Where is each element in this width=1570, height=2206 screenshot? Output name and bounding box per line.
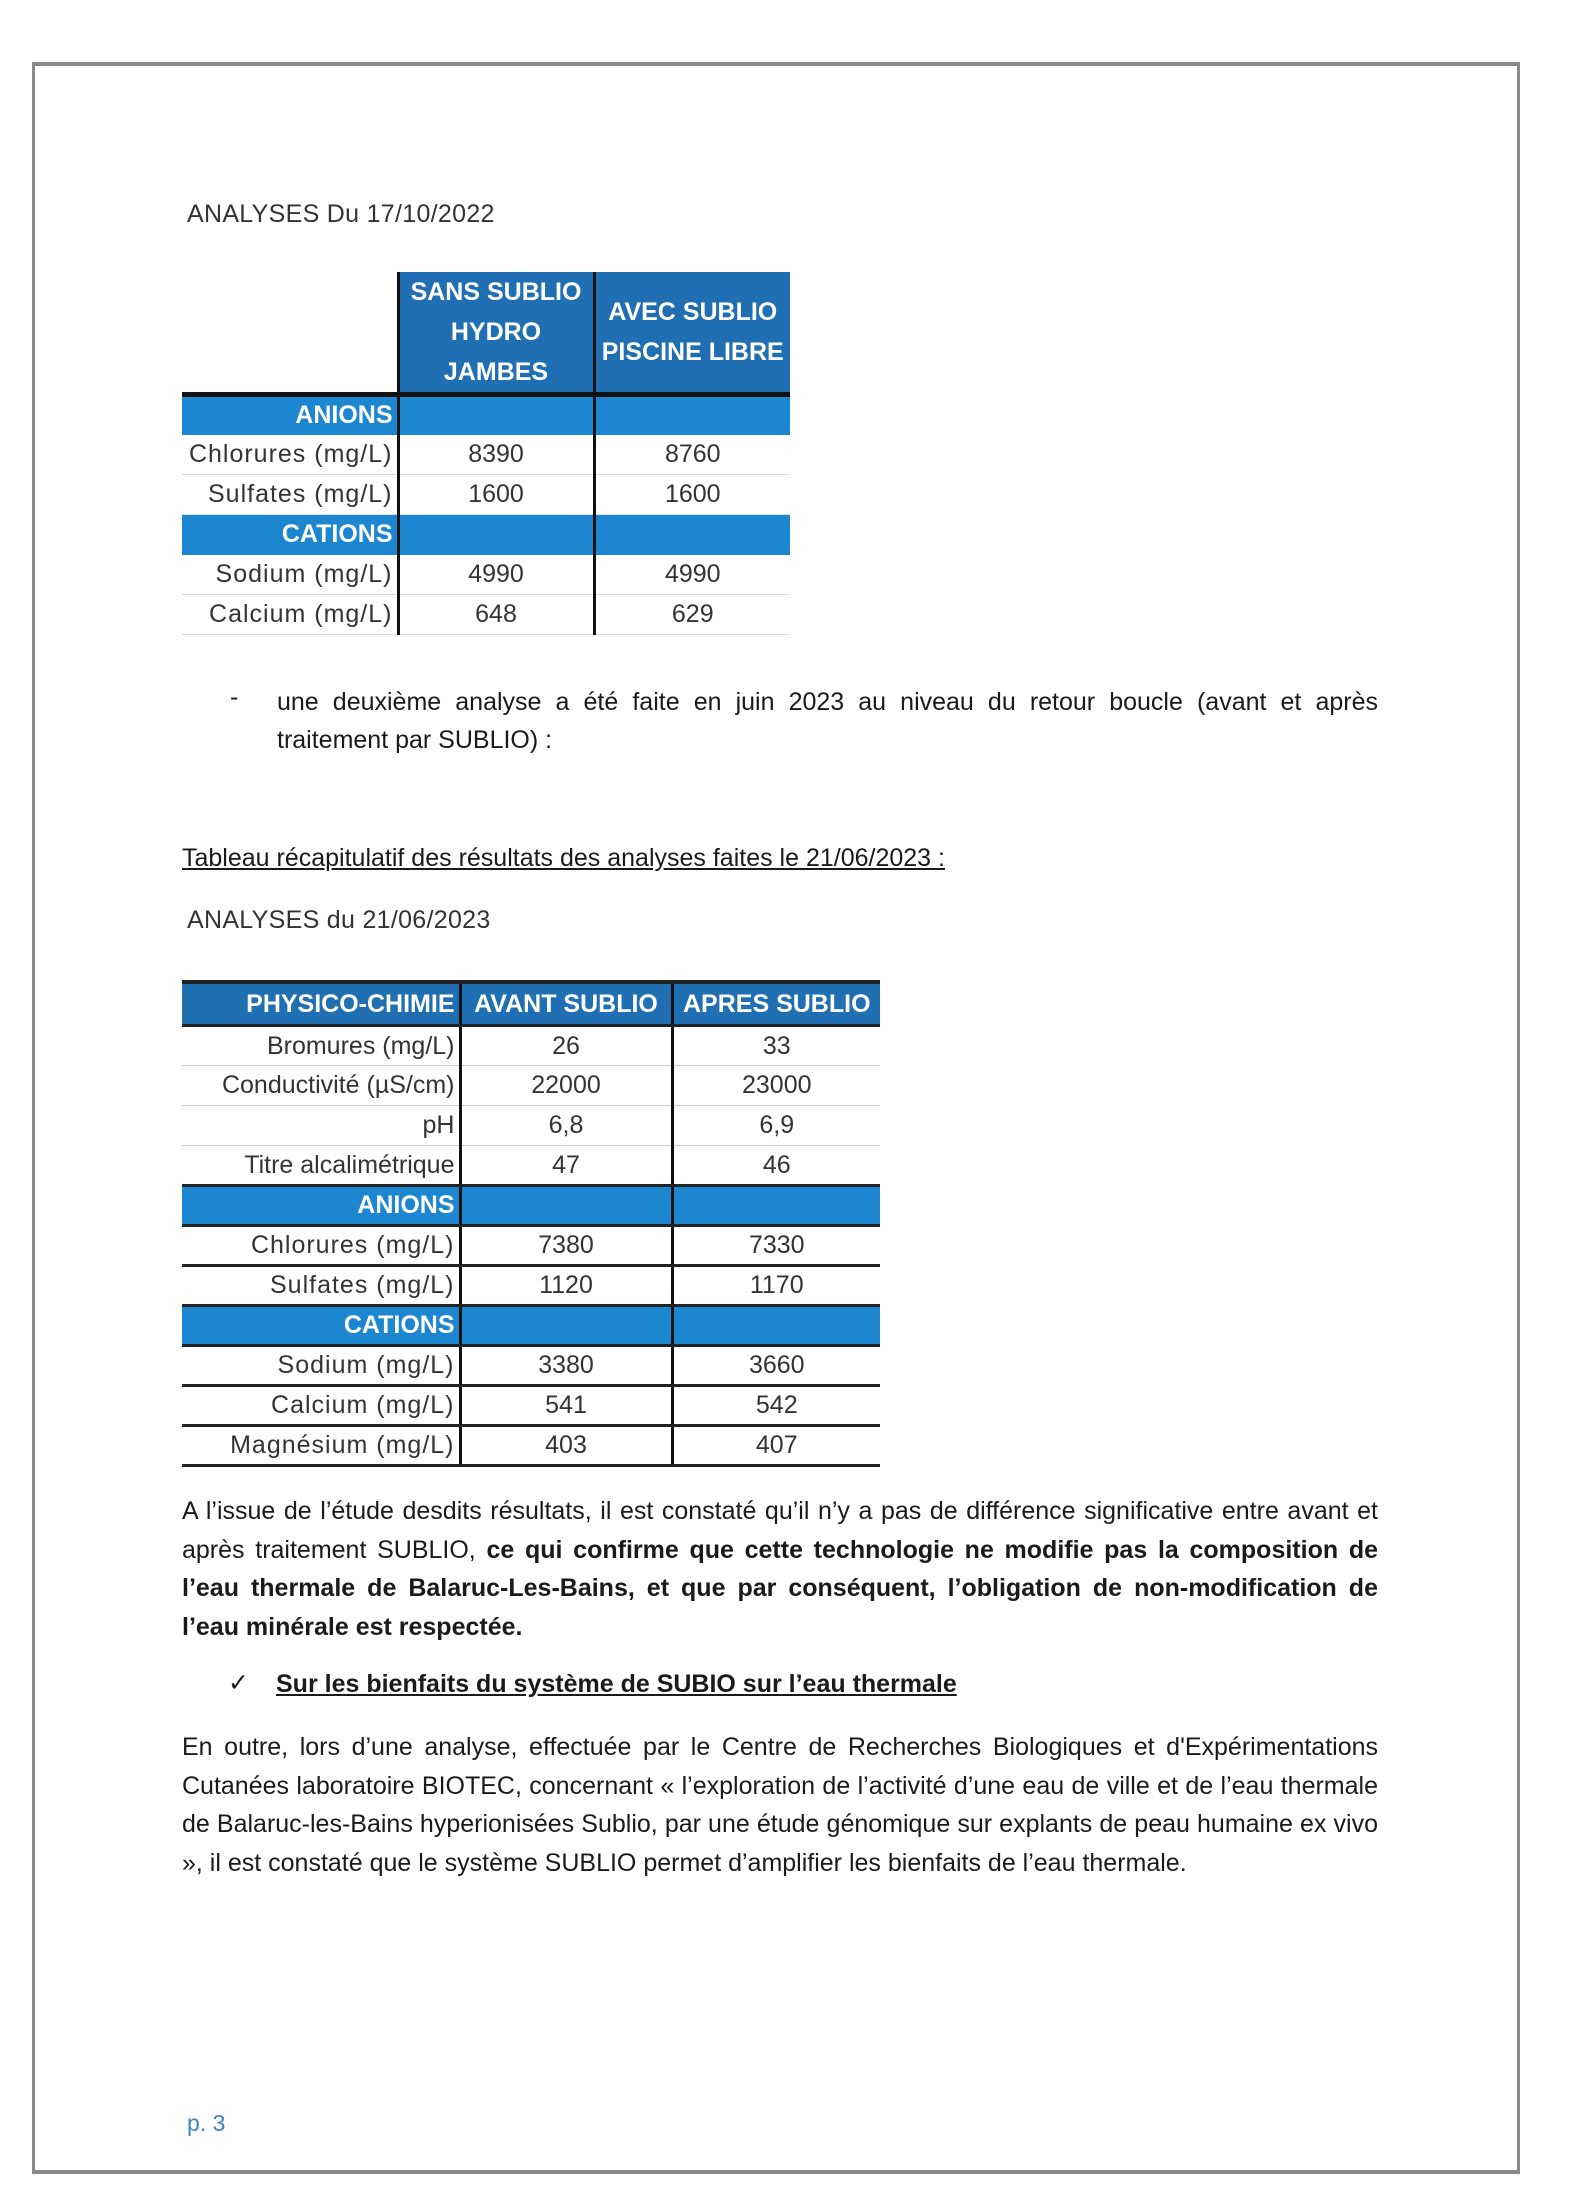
cell-value: 4990	[594, 555, 790, 595]
cell-value: 1170	[672, 1266, 880, 1306]
cell-value: 541	[460, 1386, 672, 1426]
row-label: Sodium (mg/L)	[182, 1346, 460, 1386]
page-number: p. 3	[187, 2110, 226, 2136]
cell-value: 403	[460, 1426, 672, 1466]
conclusion-text: A l’issue de l’étude desdits résultats, il est constaté qu’il n’y a pas de différence significative entre avant et après traitement SUBLIO,	[182, 1497, 1378, 1564]
row-label: Calcium (mg/L)	[182, 1386, 460, 1426]
cell-value: 22000	[460, 1066, 672, 1106]
row-label: pH	[182, 1106, 460, 1146]
checkmark-icon: ✓	[228, 1669, 249, 1697]
cell-value: 542	[672, 1386, 880, 1426]
cell-value: 23000	[672, 1066, 880, 1106]
cell-value: 47	[460, 1146, 672, 1186]
row-label: Titre alcalimétrique	[182, 1146, 460, 1186]
header-line: PISCINE LIBRE	[601, 338, 784, 366]
summary-table-title: Tableau récapitulatif des résultats des analyses faites le 21/06/2023 :	[182, 844, 945, 872]
biotec-paragraph: En outre, lors d’une analyse, effectuée par le Centre de Recherches Biologiques et d'Expérimentations Cutanées laboratoire BIOTEC, concernant « l’exploration de l’activité d’une eau de ville et de l’eau thermale de Balaruc-les-Bains hyperionisées Sublio, par une étude génomique sur explants de peau humaine ex vivo », il est constaté que le système SUBLIO permet d’amplifier les bienfaits de l’eau thermale.	[182, 1733, 1378, 1877]
section-fill	[672, 1186, 880, 1226]
cell-value: 3380	[460, 1346, 672, 1386]
row-label: Magnésium (mg/L)	[182, 1426, 460, 1466]
cell-value: 629	[594, 595, 790, 635]
table2-caption: ANALYSES du 21/06/2023	[187, 906, 491, 934]
header-line: AVEC SUBLIO	[608, 298, 778, 326]
header-line: HYDRO JAMBES	[443, 318, 549, 386]
section-fill	[398, 395, 594, 435]
cell-value: 1120	[460, 1266, 672, 1306]
cell-value: 3660	[672, 1346, 880, 1386]
table-row	[182, 1146, 880, 1186]
cell-value: 1600	[398, 475, 594, 515]
empty-header-cell	[182, 272, 398, 392]
section-fill	[594, 515, 790, 555]
section-anions: ANIONS	[182, 395, 398, 435]
section-subheading: Sur les bienfaits du système de SUBIO sur l’eau thermale	[276, 1670, 957, 1698]
cell-value: 33	[672, 1026, 880, 1066]
row-label: Conductivité (µS/cm)	[182, 1066, 460, 1106]
section-anions: ANIONS	[182, 1186, 460, 1226]
table-row	[182, 1386, 880, 1426]
cell-value: 46	[672, 1146, 880, 1186]
bullet-marker: -	[230, 683, 239, 711]
table-row	[182, 555, 790, 595]
header-line: SANS SUBLIO	[410, 278, 582, 306]
cell-value: 8760	[594, 435, 790, 475]
row-label: Sodium (mg/L)	[182, 555, 398, 595]
column-header-physico-chimie: PHYSICO-CHIMIE	[182, 982, 460, 1026]
section-fill	[460, 1306, 672, 1346]
cell-value: 7380	[460, 1226, 672, 1266]
table-row	[182, 1346, 880, 1386]
table-row	[182, 435, 790, 475]
column-header-sans-sublio	[398, 272, 594, 392]
section-cations: CATIONS	[182, 1306, 460, 1346]
table-row	[182, 1426, 880, 1466]
table-row	[182, 1106, 880, 1146]
row-label: Chlorures (mg/L)	[182, 435, 398, 475]
table-row	[182, 475, 790, 515]
section-cations: CATIONS	[182, 515, 398, 555]
row-label: Calcium (mg/L)	[182, 595, 398, 635]
cell-value: 6,9	[672, 1106, 880, 1146]
cell-value: 4990	[398, 555, 594, 595]
row-label: Sulfates (mg/L)	[182, 475, 398, 515]
table-row	[182, 595, 790, 635]
section-fill	[460, 1186, 672, 1226]
cell-value: 648	[398, 595, 594, 635]
table-row	[182, 1066, 880, 1106]
table1-caption: ANALYSES Du 17/10/2022	[187, 200, 495, 228]
column-header-avec-sublio	[594, 272, 790, 392]
section-fill	[672, 1306, 880, 1346]
conclusion-paragraph	[182, 1492, 1378, 1646]
table-row	[182, 1026, 880, 1066]
section-fill	[594, 395, 790, 435]
column-header-apres-sublio: APRES SUBLIO	[672, 982, 880, 1026]
cell-value: 6,8	[460, 1106, 672, 1146]
bullet-text: une deuxième analyse a été faite en juin 2023 au niveau du retour boucle (avant et après traitement par SUBLIO) :	[277, 688, 1378, 754]
cell-value: 407	[672, 1426, 880, 1466]
column-header-avant-sublio: AVANT SUBLIO	[460, 982, 672, 1026]
section-fill	[398, 515, 594, 555]
cell-value: 7330	[672, 1226, 880, 1266]
row-label: Sulfates (mg/L)	[182, 1266, 460, 1306]
table-row	[182, 1226, 880, 1266]
cell-value: 26	[460, 1026, 672, 1066]
row-label: Chlorures (mg/L)	[182, 1226, 460, 1266]
conclusion-bold-text: ce qui confirme que cette technologie ne modifie pas la composition de l’eau thermale de Balaruc-Les-Bains, et que par conséquent, l’obligation de non-modification de l’eau minérale est respectée.	[182, 1535, 1378, 1641]
analysis-table-2022	[182, 272, 790, 635]
cell-value: 8390	[398, 435, 594, 475]
analysis-table-2023	[182, 980, 880, 1467]
row-label: Bromures (mg/L)	[182, 1026, 460, 1066]
cell-value: 1600	[594, 475, 790, 515]
table-row	[182, 1266, 880, 1306]
